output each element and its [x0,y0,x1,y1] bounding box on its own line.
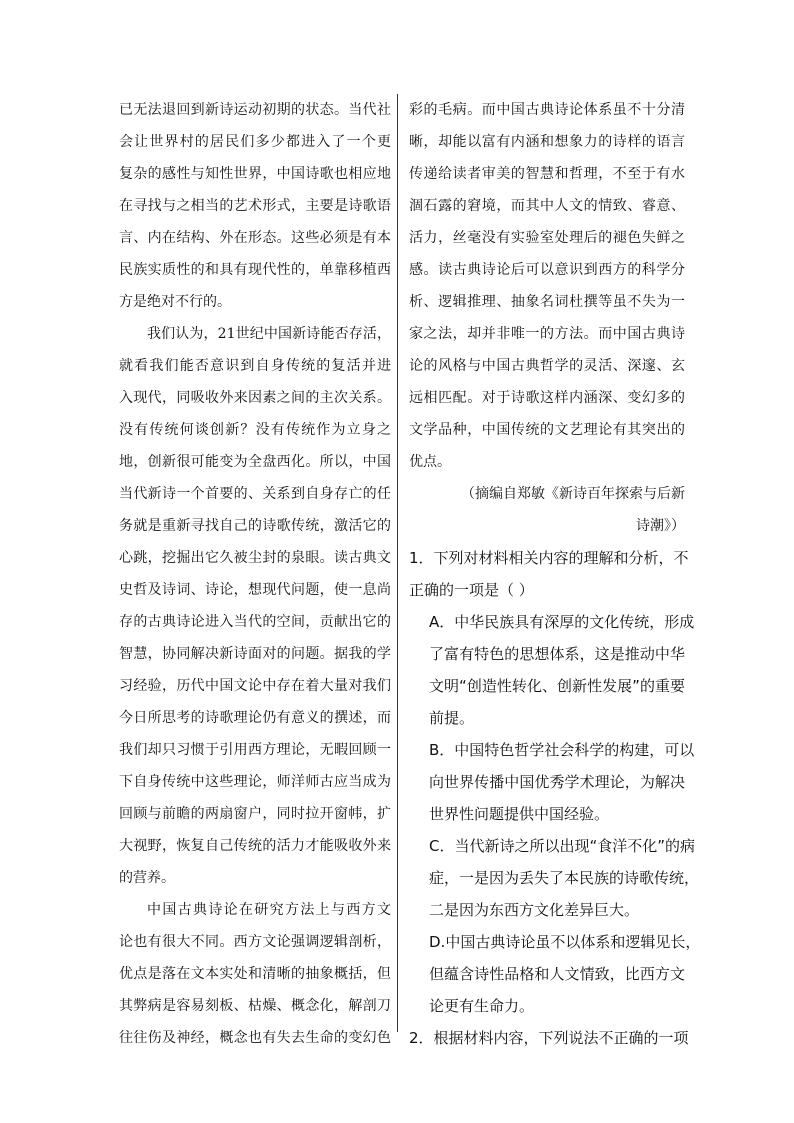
option-c-cont: 症，一是因为丢失了本民族的诗歌传统， [429,869,700,887]
text-line: 在寻找与之相当的艺术形式，主要是诗歌语 [119,198,391,214]
paragraph-start: 我们认为，21世纪中国新诗能否存活， [147,326,391,342]
option-c-cont: 二是因为东西方文化差异巨大。 [429,901,640,919]
question-2-stem: 2．根据材料内容，下列说法不正确的一项 [409,1029,689,1047]
option-d-cont: 但蕴含诗性品格和人文情致，比西方文 [429,965,685,983]
text-line: 地，创新很可能变为全盘西化。所以，中国 [119,454,391,470]
text-line: 没有传统何谈创新？没有传统作为立身之 [119,422,391,438]
text-line: 家之法，却并非唯一的方法。而中国古典诗 [409,326,685,342]
text-line: 会让世界村的居民们多少都进入了一个更 [119,134,391,150]
option-c: C．当代新诗之所以出现“食洋不化”的病 [429,837,696,855]
text-line: 已无法退回到新诗运动初期的状态。当代社 [119,102,391,118]
text-line: 下自身传统中这些理论，师洋师古应当成为 [119,774,391,790]
text-line: 当代新诗一个首要的、关系到自身存亡的任 [119,486,391,502]
option-d: D.中国古典诗论虽不以体系和逻辑见长， [429,933,701,951]
option-d-cont: 论更有生命力。 [429,997,535,1015]
option-b-cont: 世界性问题提供中国经验。 [429,805,610,823]
text-line: 大视野，恢复自己传统的活力才能吸收外来 [119,838,391,854]
text-line: 彩的毛病。而中国古典诗论体系虽不十分清 [409,102,685,118]
option-a-cont: 了富有特色的思想体系，这是推动中华 [429,645,685,663]
text-line: 晰，却能以富有内涵和想象力的诗样的语言 [409,134,685,150]
text-line: 文学品种，中国传统的文艺理论有其突出的 [409,422,685,438]
text-line: 活力，丝毫没有实验室处理后的褪色失鲜之 [409,230,685,246]
column-divider [397,94,398,1032]
question-1-stem-cont: 正确的一项是（ ） [409,581,534,599]
source-citation-end: 诗潮》） [636,518,685,534]
text-line: 史哲及诗词、诗论，想现代问题，使一息尚 [119,582,391,598]
question-1-stem: 1．下列对材料相关内容的理解和分析，不 [409,549,689,567]
text-line: 复杂的感性与知性世界，中国诗歌也相应地 [119,166,391,182]
text-line: 其弊病是容易刻板、枯燥、概念化，解剖刀 [119,998,391,1014]
text-line: 方是绝对不行的。 [119,294,231,310]
left-column [119,94,391,1054]
option-a-cont: 前提。 [429,709,475,727]
text-line: 存的古典诗论进入当代的空间，贡献出它的 [119,614,391,630]
text-line: 心跳，挖掘出它久被尘封的泉眼。读古典文 [119,550,391,566]
text-line: 习经验，历代中国文论中存在着大量对我们 [119,678,391,694]
text-line: 感。读古典诗论后可以意识到西方的科学分 [409,262,685,278]
text-line: 往往伤及神经，概念也有失去生命的变幻色 [119,1030,391,1046]
text-line: 优点是落在文本实处和清晰的抽象概括，但 [119,966,391,982]
text-line: 论也有很大不同。西方文论强调逻辑剖析， [119,934,391,950]
text-line: 智慧，协同解决新诗面对的问题。据我的学 [119,646,391,662]
text-line: 优点。 [409,454,451,470]
text-line: 务就是重新寻找自己的诗歌传统，激活它的 [119,518,391,534]
text-line: 言、内在结构、外在形态。这些必须是有本 [119,230,391,246]
option-a-cont: 文明“创造性转化、创新性发展”的重要 [429,677,685,695]
text-line: 析、逻辑推理、抽象名词杜撰等虽不失为一 [409,294,685,310]
text-line: 今日所思考的诗歌理论仍有意义的撰述，而 [119,710,391,726]
text-line: 入现代，同吸收外来因素之间的主次关系。 [119,390,391,406]
source-citation: （摘编自郑敏《新诗百年探索与后新 [461,486,685,502]
text-line: 论的风格与中国古典哲学的灵活、深邃、玄 [409,358,685,374]
text-line: 就看我们能否意识到自身传统的复活并进 [119,358,391,374]
text-line: 我们却只习惯于引用西方理论，无暇回顾一 [119,742,391,758]
right-column [409,94,701,1054]
text-line: 民族实质性的和具有现代性的，单靠移植西 [119,262,391,278]
option-a: A．中华民族具有深厚的文化传统，形成 [429,613,695,631]
text-line: 回顾与前瞻的两扇窗户，同时拉开窗帏，扩 [119,806,391,822]
text-line: 涸石露的窘境，而其中人文的情致、睿意、 [409,198,685,214]
text-line: 远相匹配。对于诗歌这样内涵深、变幻多的 [409,390,685,406]
text-line: 传递给读者审美的智慧和哲理，不至于有水 [409,166,685,182]
text-line: 的营养。 [119,870,175,886]
option-b: B．中国特色哲学社会科学的构建，可以 [429,741,695,759]
paragraph-start: 中国古典诗论在研究方法上与西方文 [147,902,391,918]
option-b-cont: 向世界传播中国优秀学术理论，为解决 [429,773,685,791]
